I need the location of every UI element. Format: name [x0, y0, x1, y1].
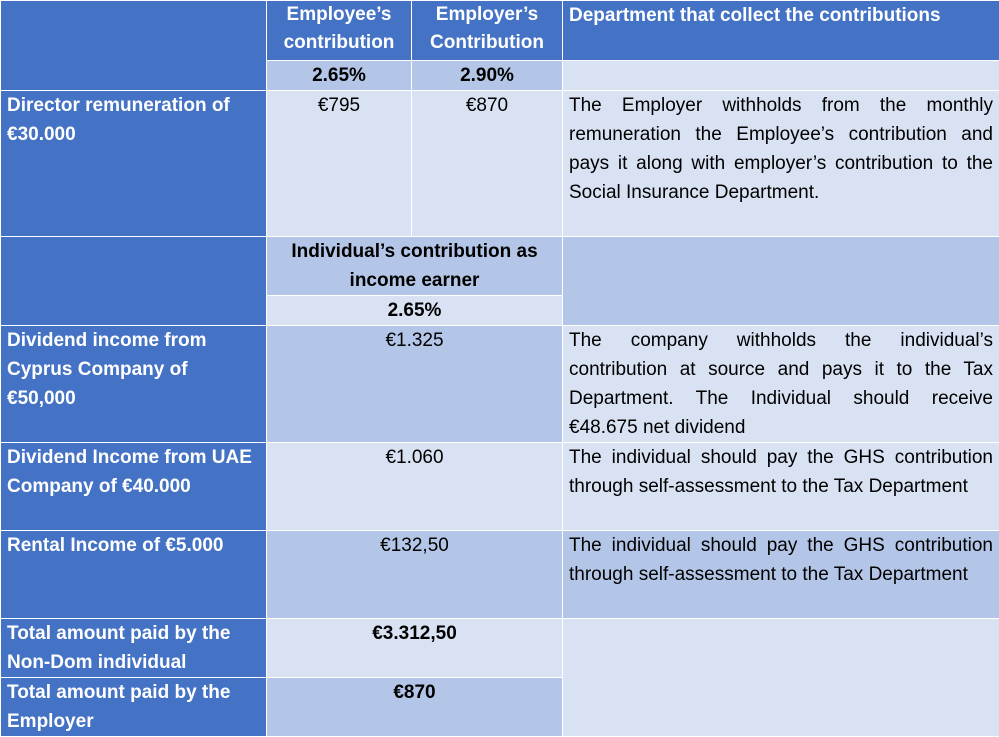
- employee-rate: 2.65%: [267, 61, 412, 91]
- employer-rate: 2.90%: [412, 61, 563, 91]
- employee-contribution-header: Employee’s contribution: [267, 1, 412, 61]
- total-label: Total amount paid by the Non-Dom individual: [1, 619, 267, 678]
- row-label: Rental Income of €5.000: [1, 531, 267, 619]
- individual-header-row: [1, 237, 999, 296]
- table-row: [1, 91, 999, 237]
- total-row: [1, 619, 999, 678]
- employer-contribution-header: Employer’s Contribution: [412, 1, 563, 61]
- header-corner-cell: [1, 1, 267, 91]
- individual-rate: 2.65%: [267, 296, 563, 326]
- row-label: Dividend income from Cyprus Company of €50,000: [1, 326, 267, 443]
- department-text: The company withholds the individual’s contribution at source and pays it to the Tax Department. The Individual should receive €48.675 net dividend: [563, 326, 999, 443]
- row-label: Director remuneration of €30.000: [1, 91, 267, 237]
- contribution-amount: €132,50: [267, 531, 563, 619]
- row-label: Dividend Income from UAE Company of €40.000: [1, 443, 267, 531]
- department-text: The individual should pay the GHS contribution through self-assessment to the Tax Department: [563, 443, 999, 531]
- department-header: Department that collect the contributions: [563, 1, 999, 61]
- employee-amount: €795: [267, 91, 412, 237]
- total-amount: €3.312,50: [267, 619, 563, 678]
- rates-empty-cell: [563, 61, 999, 91]
- header-row: [1, 1, 999, 61]
- department-text: The individual should pay the GHS contribution through self-assessment to the Tax Department: [563, 531, 999, 619]
- table-row: [1, 326, 999, 443]
- individual-contribution-header: Individual’s contribution as income earner: [267, 237, 563, 296]
- total-label: Total amount paid by the Employer: [1, 678, 267, 737]
- contribution-amount: €1.060: [267, 443, 563, 531]
- department-text: The Employer withholds from the monthly remuneration the Employee’s contribution and pays it along with employer’s contribution to the Social Insurance Department.: [563, 91, 999, 237]
- totals-empty-cell: [563, 619, 999, 737]
- contribution-amount: €1.325: [267, 326, 563, 443]
- table-row: [1, 531, 999, 619]
- individual-header-corner: [1, 237, 267, 326]
- employer-amount: €870: [412, 91, 563, 237]
- total-amount: €870: [267, 678, 563, 737]
- individual-header-empty: [563, 237, 999, 326]
- table-row: [1, 443, 999, 531]
